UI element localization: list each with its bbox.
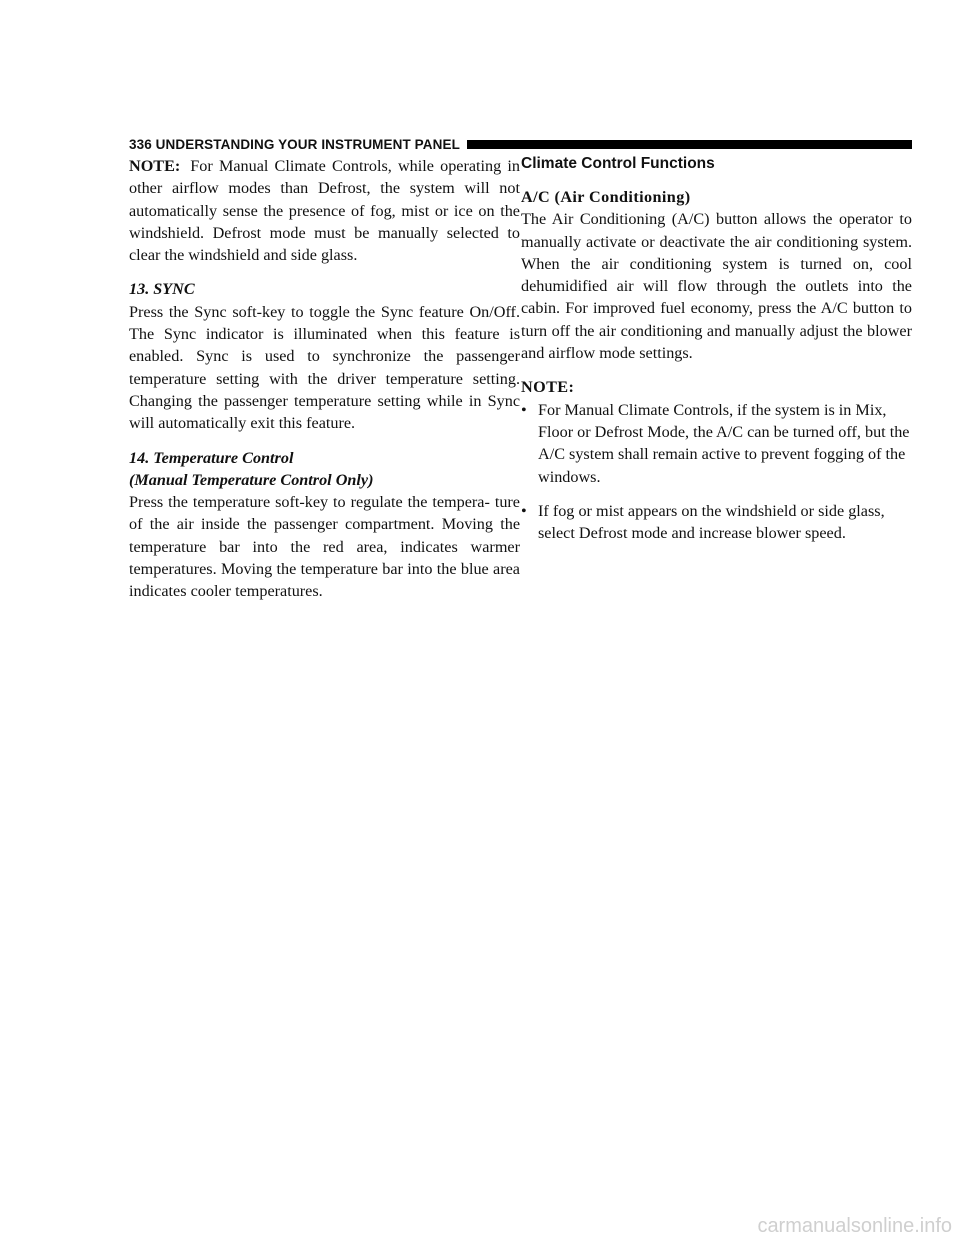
bullet-icon: • <box>521 501 527 520</box>
list-item <box>521 500 912 545</box>
sync-paragraph: Press the Sync soft-key to toggle the Sync feature On/Off. The Sync indicator is illuminated when this feature is enabled. Sync is used to synchronize the passenger temperature setting with the driver temperature setting. Changing the passenger temperature setting while in Sync will automatically exit this feature. <box>129 302 520 433</box>
note-bullet-list <box>521 399 912 545</box>
left-column <box>129 155 520 603</box>
temperature-control-heading: 14. Temperature Control <box>129 448 294 467</box>
sync-heading: 13. SYNC <box>129 280 195 299</box>
ac-heading: A/C (Air Conditioning) <box>521 188 691 206</box>
list-item-text: For Manual Climate Controls, if the system is in Mix, Floor or Defrost Mode, the A/C can be turned off, but the A/C system shall remain active to prevent fogging of the windows. <box>538 400 910 486</box>
list-item-text: If fog or mist appears on the windshield or side glass, select Defrost mode and increase blower speed. <box>538 501 885 543</box>
bullet-icon: • <box>521 400 527 419</box>
watermark: carmanualsonline.info <box>757 1215 952 1237</box>
note-text: For Manual Climate Controls, while operating in other airflow modes than Defrost, the system will not automatically sense the presence of fog, mist or ice on the windshield. Defrost mode must be manually selected to clear the windshield and side glass. <box>129 157 520 265</box>
ac-paragraph: The Air Conditioning (A/C) button allows the operator to manually activate or deactivate the air conditioning system. When the air conditioning system is turned on, cool dehumidified air will flow through the outlets into the cabin. For improved fuel economy, press the A/C button to turn off the air conditioning and manually adjust the blower and airflow mode settings. <box>521 210 912 363</box>
temperature-control-paragraph: Press the temperature soft-key to regulate the tempera- ture of the air inside the passenger compartment. Moving the temperature bar into the red area, indicates warmer temperatures. Moving the temperature bar into the blue area indicates cooler temperatures. <box>129 493 520 601</box>
page-number-and-section: 336 UNDERSTANDING YOUR INSTRUMENT PANEL <box>129 137 460 152</box>
section-heading: Climate Control Functions <box>521 155 715 172</box>
header-rule-bar <box>467 140 912 149</box>
page-header <box>129 137 912 153</box>
temperature-control-subheading: (Manual Temperature Control Only) <box>129 470 374 489</box>
note-paragraph <box>129 155 520 266</box>
note-label: NOTE: <box>129 157 181 175</box>
list-item <box>521 399 912 488</box>
right-column <box>521 155 912 544</box>
note-heading: NOTE: <box>521 378 575 397</box>
